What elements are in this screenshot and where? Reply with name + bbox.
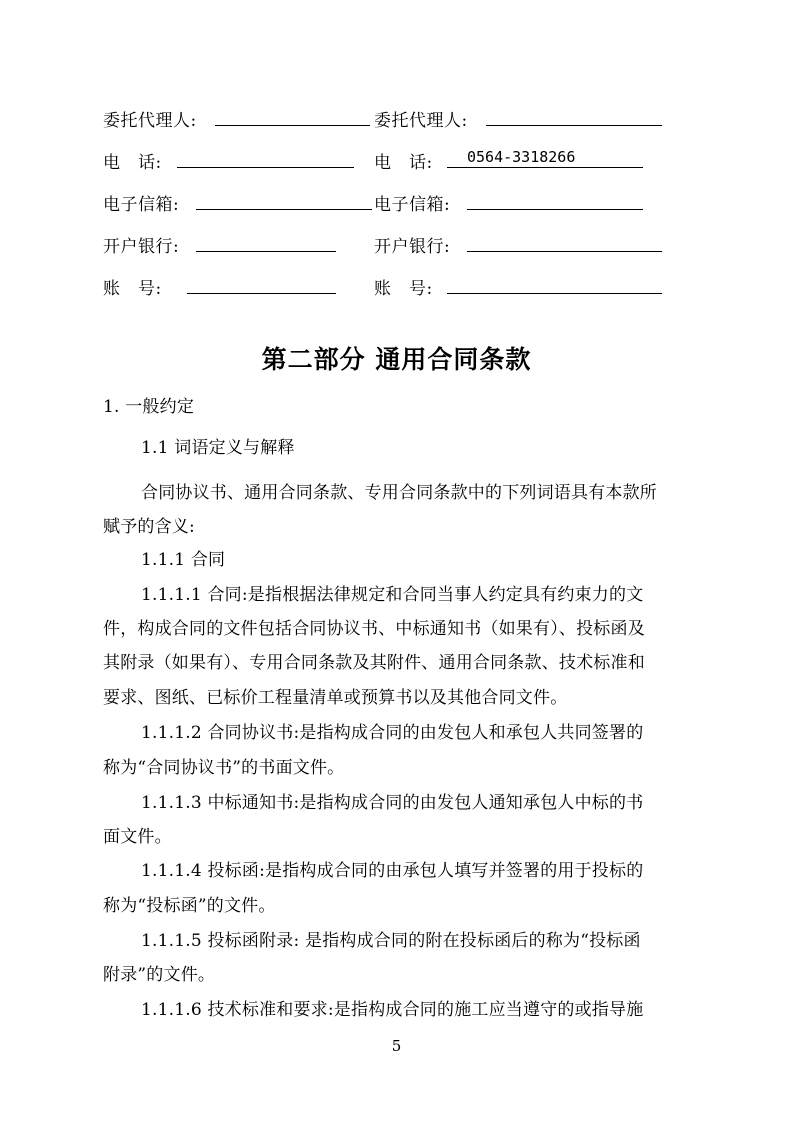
paragraph-line: 称为“合同协议书”的书面文件。 — [103, 758, 345, 778]
paragraph-line: 1.1.1.1 合同:是指根据法律规定和合同当事人约定具有约束力的文 — [141, 585, 644, 605]
paragraph-line: 称为“投标函”的文件。 — [103, 896, 276, 916]
right-phone-value: 0564-3318266 — [467, 148, 576, 166]
paragraph-line: 附录”的文件。 — [103, 965, 216, 985]
paragraph-line: 件，构成合同的文件包括合同协议书、中标通知书（如果有）、投标函及 — [103, 619, 645, 639]
left-phone-label: 电 话: — [103, 153, 162, 173]
right-agent-label: 委托代理人: — [374, 111, 468, 131]
paragraph-line: 合同协议书、通用合同条款、专用合同条款中的下列词语具有本款所 — [141, 483, 657, 503]
heading-general-provisions: 1. 一般约定 — [103, 397, 195, 417]
right-email-label: 电子信箱: — [374, 195, 451, 215]
left-email-field[interactable] — [196, 209, 372, 210]
paragraph-line: 1.1.1.3 中标通知书:是指构成合同的由发包人通知承包人中标的书 — [141, 793, 644, 813]
paragraph-line: 1.1.1.6 技术标准和要求:是指构成合同的施工应当遵守的或指导施 — [141, 1000, 644, 1020]
right-account-label: 账 号: — [374, 279, 433, 299]
paragraph-line: 面文件。 — [103, 827, 172, 847]
paragraph-line: 赋予的含义: — [103, 517, 195, 537]
paragraph-line: 1.1.1.2 合同协议书:是指构成合同的由发包人和承包人共同签署的 — [141, 723, 644, 743]
heading-definitions: 1.1 词语定义与解释 — [141, 438, 295, 458]
paragraph-line: 1.1.1.4 投标函:是指构成合同的由承包人填写并签署的用于投标的 — [141, 861, 644, 881]
page-number: 5 — [391, 1037, 402, 1055]
section-title: 第二部分 通用合同条款 — [261, 345, 532, 374]
right-account-field[interactable] — [447, 293, 662, 294]
right-bank-field[interactable] — [467, 251, 662, 252]
right-phone-label: 电 话: — [374, 153, 433, 173]
left-agent-label: 委托代理人: — [103, 111, 197, 131]
left-account-label: 账 号: — [103, 279, 162, 299]
heading-contract: 1.1.1 合同 — [141, 550, 226, 570]
right-agent-field[interactable] — [486, 125, 662, 126]
right-phone-field[interactable] — [447, 167, 643, 168]
paragraph-line: 1.1.1.5 投标函附录: 是指构成合同的附在投标函后的称为“投标函 — [141, 931, 641, 951]
left-account-field[interactable] — [187, 293, 336, 294]
left-agent-field[interactable] — [215, 125, 370, 126]
left-email-label: 电子信箱: — [103, 195, 180, 215]
paragraph-line: 要求、图纸、已标价工程量清单或预算书以及其他合同文件。 — [103, 688, 568, 708]
right-bank-label: 开户银行: — [374, 237, 451, 257]
left-bank-field[interactable] — [196, 251, 336, 252]
paragraph-line: 其附录（如果有）、专用合同条款及其附件、通用合同条款、技术标准和 — [103, 653, 645, 673]
left-phone-field[interactable] — [177, 167, 354, 168]
left-bank-label: 开户银行: — [103, 237, 180, 257]
right-email-field[interactable] — [467, 209, 643, 210]
